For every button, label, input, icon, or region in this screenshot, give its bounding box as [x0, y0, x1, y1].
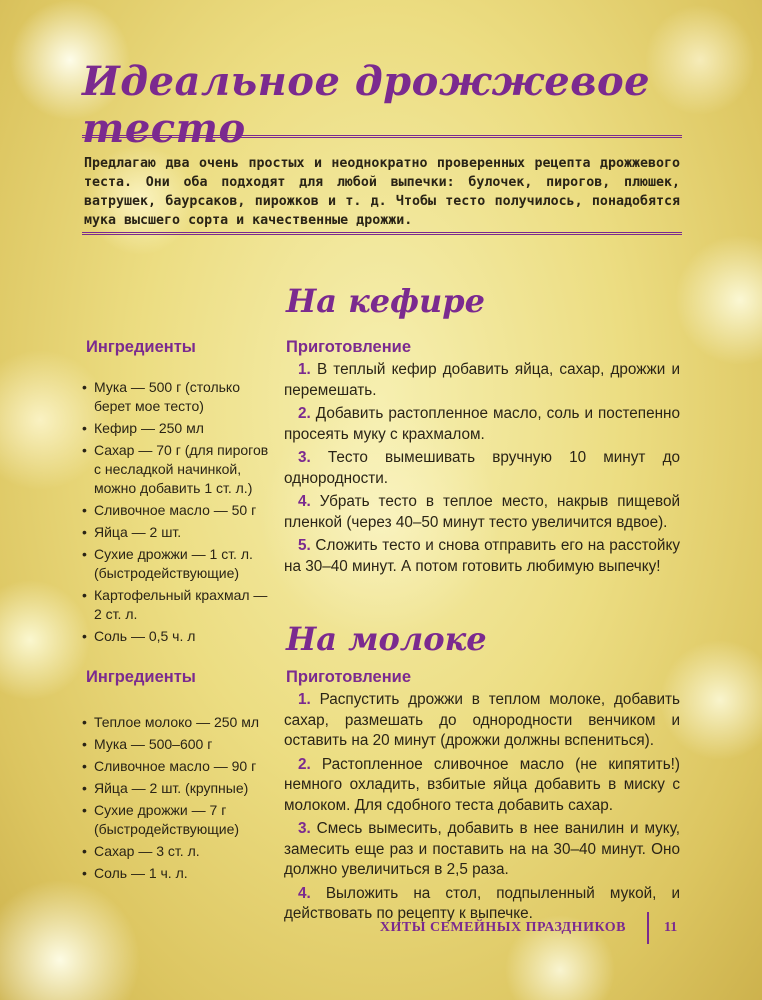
step-text: Тесто вымешивать вручную 10 минут до однородности. — [284, 449, 680, 487]
kefir-steps-list — [284, 360, 680, 580]
ingredient-item: • Кефир — 250 мл — [82, 419, 278, 438]
step-number: 5. — [298, 537, 311, 554]
ingredient-item: • Яйца — 2 шт. — [82, 523, 278, 542]
ingredient-item: • Соль — 1 ч. л. — [82, 864, 278, 883]
step-text: Добавить растопленное масло, соль и постепенно просеять муку с крахмалом. — [284, 405, 681, 443]
step-number: 4. — [298, 884, 311, 902]
step-text: Убрать тесто в теплое место, накрыв пищевой пленкой (через 40–50 минут тесто увеличится вдвое). — [284, 493, 681, 531]
step-item — [284, 536, 680, 577]
step-number: 3. — [298, 449, 311, 466]
ingredient-item: • Теплое молоко — 250 мл — [82, 713, 278, 732]
ingredient-item: • Соль — 0,5 ч. л — [82, 627, 278, 646]
kefir-ingredients-heading: Ингредиенты — [86, 338, 196, 356]
title-rule-top — [82, 135, 682, 138]
ingredient-item: • Сахар — 3 ст. л. — [82, 842, 278, 861]
step-item — [284, 404, 680, 445]
step-number: 1. — [298, 361, 311, 378]
step-item — [284, 755, 680, 817]
step-number: 2. — [298, 405, 311, 422]
milk-steps-list — [284, 690, 680, 928]
footer-section-name: ХИТЫ СЕМЕЙНЫХ ПРАЗДНИКОВ — [379, 920, 626, 935]
step-text: Распустить дрожжи в теплом молоке, добавить сахар, размешать до однородности венчиком и оставить на 20 минут (дрожжи должны вспениться). — [284, 691, 680, 749]
step-number: 4. — [298, 493, 311, 510]
step-number: 3. — [298, 820, 311, 837]
step-item — [284, 492, 680, 533]
step-item — [284, 819, 680, 881]
ingredient-item: • Сухие дрожжи — 1 ст. л. (быстродействующие) — [82, 545, 278, 583]
ingredient-item: • Картофельный крахмал — 2 ст. л. — [82, 586, 278, 624]
step-item — [284, 360, 680, 401]
ingredient-item: • Мука — 500 г (столько берет мое тесто) — [82, 378, 278, 416]
step-text: Выложить на стол, подпыленный мукой, и действовать по рецепту к выпечке. — [284, 884, 681, 922]
ingredient-item: • Мука — 500–600 г — [82, 735, 278, 754]
step-text: Сложить тесто и снова отправить его на расстойку на 30–40 минут. А потом готовить любимую выпечку! — [284, 537, 680, 575]
milk-preparation-heading: Приготовление — [286, 668, 411, 686]
step-number: 2. — [298, 755, 311, 773]
ingredient-item: • Сахар — 70 г (для пирогов с несладкой начинкой, можно добавить 1 ст. л.) — [82, 441, 278, 498]
step-text: Смесь вымесить, добавить в нее ванилин и муку, замесить еще раз и поставить на на 30–40 минут. Оно должно увеличиться в 2,5 раза. — [284, 820, 681, 878]
milk-section-title: На молоке — [286, 620, 487, 658]
page-number: 11 — [664, 920, 678, 935]
ingredient-item: • Сухие дрожжи — 7 г (быстродействующие) — [82, 801, 278, 839]
intro-rule-bottom — [82, 232, 682, 235]
step-text: Растопленное сливочное масло (не кипятить!) немного охладить, взбитые яйца добавить в миску с молоком. Для сдобного теста добавить сахар. — [284, 755, 681, 814]
kefir-ingredients-list — [82, 378, 278, 649]
milk-ingredients-heading: Ингредиенты — [86, 668, 196, 686]
page-footer — [0, 918, 762, 938]
step-item — [284, 448, 680, 489]
ingredient-item: • Яйца — 2 шт. (крупные) — [82, 779, 278, 798]
ingredient-item: • Сливочное масло — 50 г — [82, 501, 278, 520]
intro-text: Предлагаю два очень простых и неоднократно проверенных рецепта дрожжевого теста. Они оба подходят для любой выпечки: булочек, пирогов, плюшек, ватрушек, баурсаков, пирожков и т. д. Чтобы тесто получилось, понадобятся мука высшего сорта и качественные дрожжи. — [84, 156, 680, 228]
step-text: В теплый кефир добавить яйца, сахар, дрожжи и перемешать. — [284, 361, 680, 399]
kefir-section-title: На кефире — [286, 282, 485, 320]
page-title: Идеальное дрожжевое тесто — [82, 58, 651, 152]
kefir-preparation-heading: Приготовление — [286, 338, 411, 356]
step-item — [284, 690, 680, 752]
step-number: 1. — [298, 691, 311, 708]
ingredient-item: • Сливочное масло — 90 г — [82, 757, 278, 776]
milk-ingredients-list — [82, 713, 278, 886]
footer-divider — [647, 912, 649, 944]
